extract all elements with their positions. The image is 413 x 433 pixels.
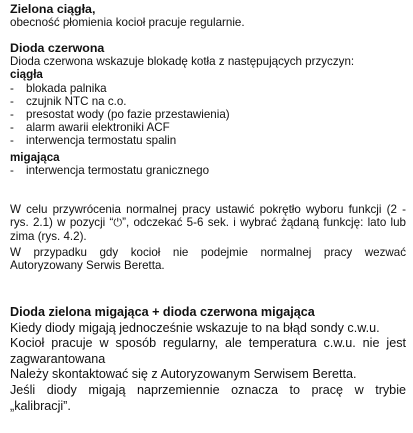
both-blinking-p1: Kiedy diody migają jednocześnie wskazuje to na błąd sondy c.w.u. <box>10 320 380 335</box>
red-blinking-list <box>10 164 406 177</box>
list-item: - presostat wody (po fazie przestawienia) <box>10 108 230 122</box>
red-led-heading: Dioda czerwona <box>10 41 105 55</box>
green-steady-section <box>10 3 406 29</box>
red-led-intro: Dioda czerwona wskazuje blokadę kotła z następujących przyczyn: <box>10 55 355 69</box>
red-steady-list <box>10 82 406 148</box>
green-steady-text: obecność płomienia kocioł pracuje regularnie. <box>10 16 245 30</box>
both-blinking-p3: Należy skontaktować się z Autoryzowanym Serwisem Beretta. <box>10 367 357 382</box>
list-item: - interwencja termostatu spalin <box>10 134 177 148</box>
list-item: - czujnik NTC na c.o. <box>10 94 127 108</box>
power-symbol-icon: ⏻ <box>113 217 123 230</box>
both-blinking-heading: Dioda zielona migająca + dioda czerwona migająca <box>10 305 315 319</box>
red-steady-label: ciągła <box>10 68 43 82</box>
list-item: - alarm awarii elektroniki ACF <box>10 121 170 135</box>
list-item: - interwencja termostatu granicznego <box>10 163 210 177</box>
list-item: - blokada palnika <box>10 81 107 95</box>
both-blinking-section <box>10 305 406 414</box>
both-blinking-p4: Jeśli diody migają naprzemiennie oznacza to pracę w trybie „kalibracji”. <box>10 382 406 413</box>
red-led-section <box>10 42 406 177</box>
red-blinking-label: migająca <box>10 150 60 164</box>
both-blinking-p2: Kocioł pracuje w sposób regularny, ale temperatura c.w.u. nie jest zagwarantowana <box>10 336 406 366</box>
restore-instructions: W celu przywrócenia normalnej pracy ustawić pokrętło wyboru funkcji (2 - rys. 2.1) w pozycji “⏻”, odczekać 5-6 sek. i wybrać żądaną funkcję: lato lub zima (rys. 4.2). <box>10 203 406 244</box>
service-instructions: W przypadku gdy kocioł nie podejmie normalnej pracy wezwać Autoryzowany Serwis Beretta. <box>10 246 406 273</box>
green-steady-heading: Zielona ciągła, <box>10 2 96 16</box>
